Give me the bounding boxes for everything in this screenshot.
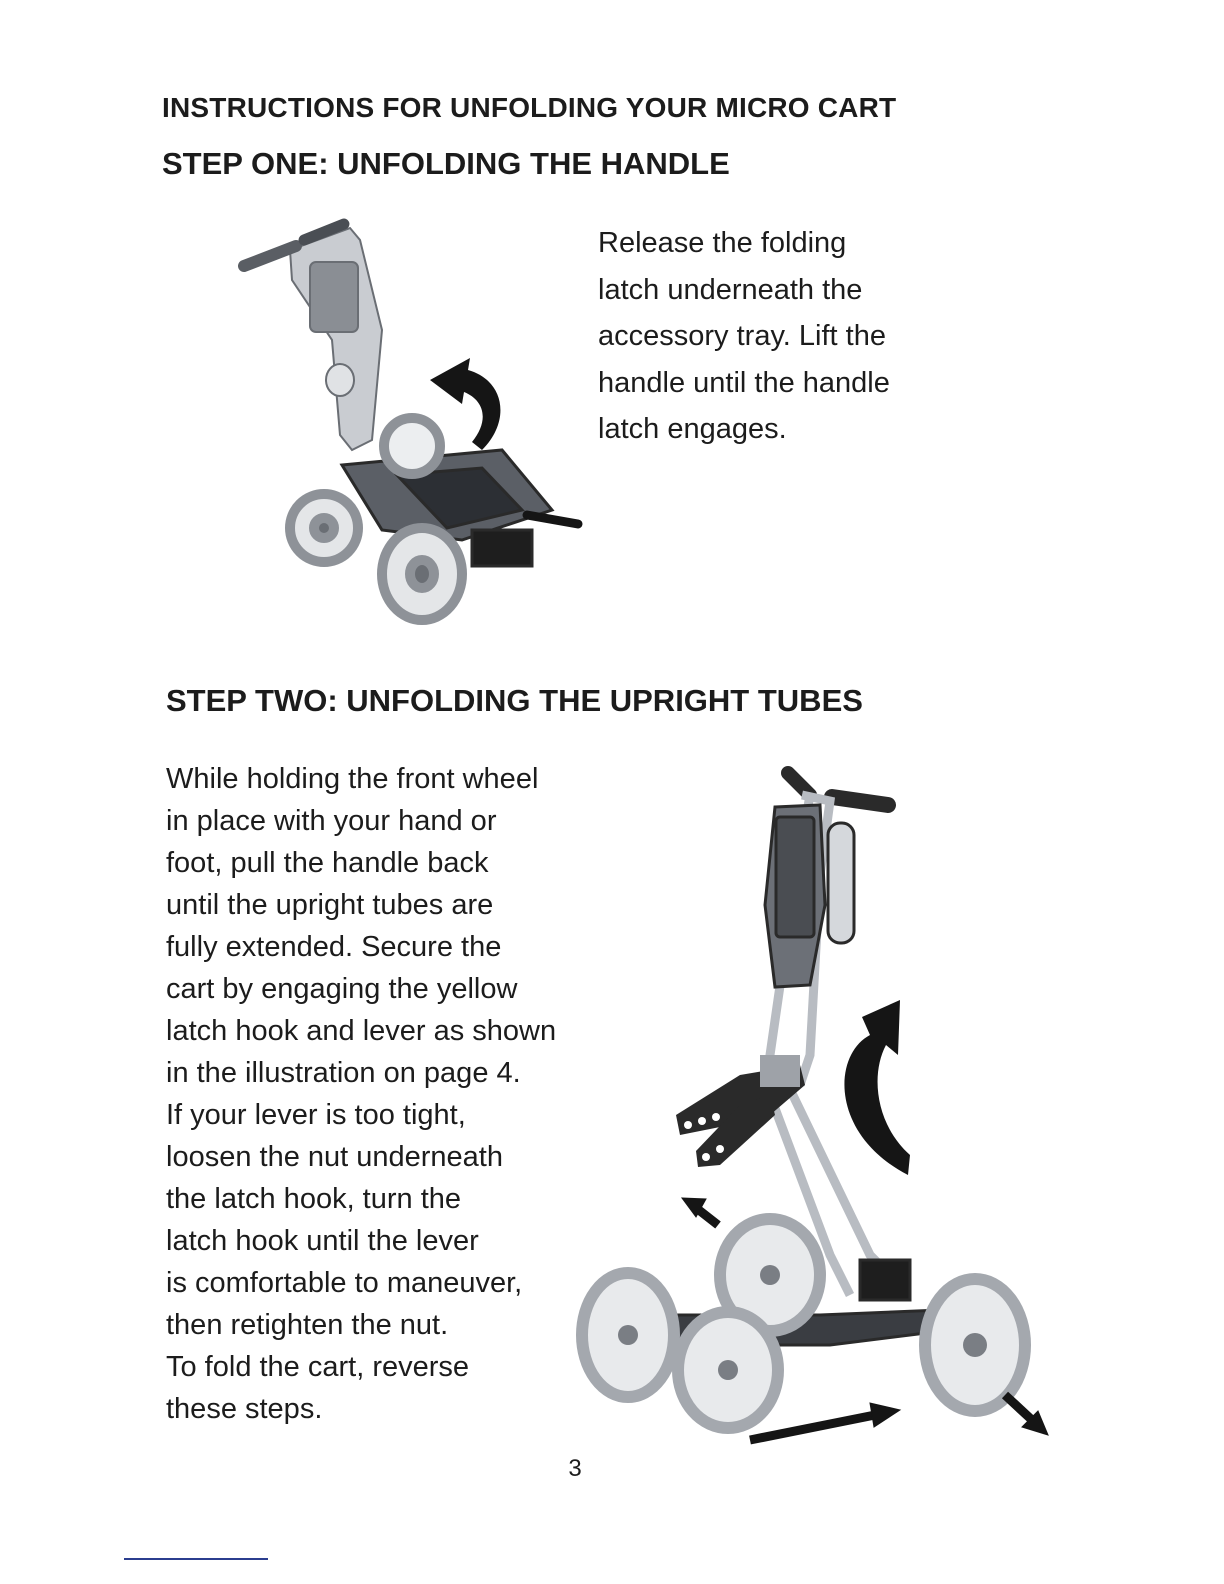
step-two-line: cart by engaging the yellow [166, 973, 518, 1005]
step-two-line: in place with your hand or [166, 805, 497, 837]
step-two-line: the latch hook, turn the [166, 1183, 462, 1215]
step-two-line: If your lever is too tight, [166, 1099, 466, 1131]
cart-handle-frame [290, 228, 382, 450]
step-two-line: While holding the front wheel [166, 763, 539, 795]
step-two-line: loosen the nut underneath [166, 1141, 503, 1173]
handle-grip [788, 773, 888, 805]
step-one-line: latch underneath the [598, 273, 863, 306]
folded-cart-illustration [232, 210, 592, 630]
page-number: 3 [568, 1455, 582, 1482]
step-two-line: latch hook and lever as shown [166, 1015, 557, 1047]
page-title: INSTRUCTIONS FOR UNFOLDING YOUR MICRO CART [162, 92, 897, 123]
step-one-text [598, 220, 890, 453]
step-two-line: then retighten the nut. [166, 1309, 449, 1341]
step-two-line: To fold the cart, reverse [166, 1351, 470, 1383]
step-two-line: in the illustration on page 4. [166, 1057, 521, 1089]
step-one-line: accessory tray. Lift the [598, 320, 886, 352]
step-two-line: foot, pull the handle back [166, 847, 489, 879]
step-one-line: Release the folding [598, 227, 847, 259]
step-two-line: latch hook until the lever [166, 1225, 479, 1257]
step-two-line: fully extended. Secure the [166, 931, 502, 963]
step-one-heading: STEP ONE: UNFOLDING THE HANDLE [162, 146, 730, 181]
curved-arrow-icon [844, 1000, 910, 1175]
step-two-line: these steps. [166, 1393, 323, 1425]
footnote-divider [124, 1558, 268, 1560]
step-two-text [166, 758, 556, 1430]
latch-arms [676, 1055, 805, 1167]
step-two-line: until the upright tubes are [166, 889, 494, 921]
step-one-line: handle until the handle [598, 366, 890, 399]
unfolded-cart-illustration [570, 755, 1060, 1445]
step-one-line: latch engages. [598, 413, 787, 445]
step-two-heading: STEP TWO: UNFOLDING THE UPRIGHT TUBES [166, 683, 863, 718]
step-two-line: is comfortable to maneuver, [166, 1267, 523, 1299]
cart-wheels [582, 1219, 1025, 1428]
accessory-tray [765, 805, 854, 987]
